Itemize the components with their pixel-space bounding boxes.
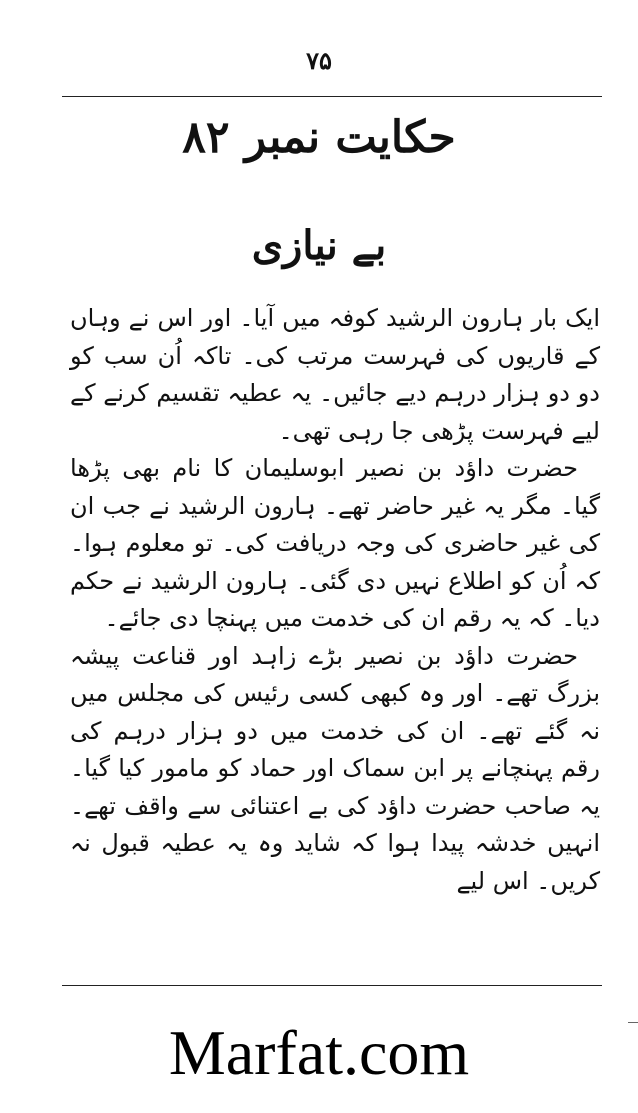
watermark: Marfat.com bbox=[168, 1017, 470, 1088]
chapter-subtitle: بے نیازی bbox=[251, 222, 387, 269]
paragraph-1: ایک بار ہارون الرشید کوفہ میں آیا۔ اور اس نے وہاں کے قاریوں کی فہرست مرتب کی۔ تاکہ اُن سب کو دو دو ہزار درہم دیے جائیں۔ یہ عطیہ تقسیم کرنے کے لیے فہرست پڑھی جا رہی تھی۔ bbox=[70, 304, 600, 445]
paragraph-3: حضرت داؤد بن نصیر بڑے زاہد اور قناعت پیشہ بزرگ تھے۔ اور وہ کبھی کسی رئیس کی مجلس میں نہ گئے تھے۔ ان کی خدمت میں دو ہزار درہم کی رقم پہنچانے پر ابن سماک اور حماد کو مامور کیا گیا۔ یہ صاحب حضرت داؤد کی بے اعتنائی سے واقف تھے۔ انہیں خدشہ پیدا ہوا کہ شاید وہ یہ عطیہ قبول نہ کریں۔ اس لیے bbox=[70, 641, 600, 895]
page-number: ۷۵ bbox=[306, 46, 332, 75]
paragraph-2: حضرت داؤد بن نصیر ابوسلیمان کا نام بھی پڑھا گیا۔ مگر یہ غیر حاضر تھے۔ ہارون الرشید نے جب ان کی غیر حاضری کی وجہ دریافت کی۔ تو معلوم ہوا۔ کہ اُن کو اطلاع نہیں دی گئی۔ ہارون الرشید نے حکم دیا۔ کہ یہ رقم ان کی خدمت میں پہنچا دی جائے۔ bbox=[70, 454, 600, 632]
chapter-title: حکایت نمبر ۸۲ bbox=[182, 112, 456, 163]
body-text bbox=[70, 300, 600, 900]
edge-mark bbox=[628, 1022, 638, 1023]
footer-rule bbox=[62, 985, 602, 986]
header-rule bbox=[62, 96, 602, 97]
